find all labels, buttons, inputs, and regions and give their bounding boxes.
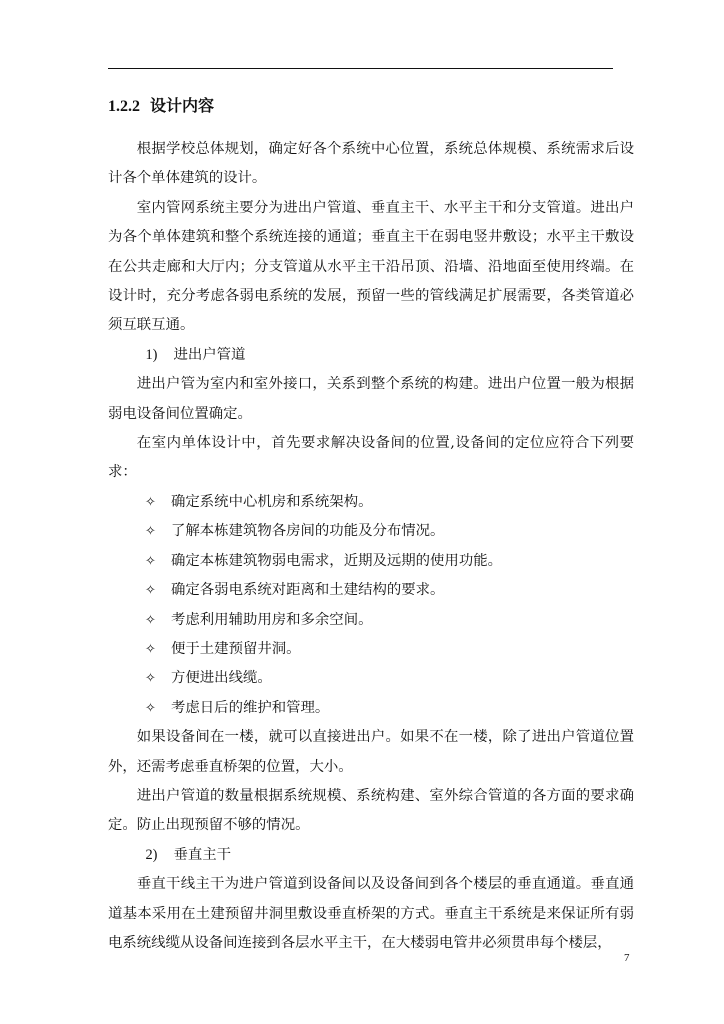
list-item-text: 了解本栋建筑物各房间的功能及分布情况。 bbox=[171, 523, 445, 540]
section-title: 设计内容 bbox=[150, 96, 215, 115]
document-body bbox=[108, 135, 634, 958]
list-item-text: 便于土建预留井洞。 bbox=[171, 640, 301, 657]
requirements-list bbox=[108, 488, 634, 723]
subsection-heading-vertical bbox=[108, 841, 634, 870]
paragraph-intro: 根据学校总体规划，确定好各个系统中心位置，系统总体规模、系统需求后设计各个单体建筑的设计。 bbox=[108, 141, 634, 187]
subsection-number: 1) bbox=[145, 346, 158, 363]
list-item bbox=[108, 606, 634, 635]
paragraph-overview: 室内管网系统主要分为进出户管道、垂直主干、水平主干和分支管道。进出户为各个单体建筑和整个系统连接的通道；垂直主干在弱电竖井敷设；水平主干敷设在公共走廊和大厅内；分支管道从水平主干沿吊顶、沿墙、沿地面至使用终端。在设计时，充分考虑各弱电系统的发展，预留一些的管线满足扩展需要，各类管道必须互联互通。 bbox=[108, 199, 634, 334]
list-item bbox=[108, 635, 634, 664]
section-number: 1.2.2 bbox=[108, 98, 140, 115]
diamond-bullet-icon: ✧ bbox=[145, 700, 156, 716]
list-item bbox=[108, 547, 634, 576]
paragraph-vertical-desc: 垂直干线主干为进户管道到设备间以及设备间到各个楼层的垂直通道。垂直通道基本采用在土建预留井洞里敷设垂直桥架的方式。垂直主干系统是来保证所有弱电系统线缆从设备间连接到各层水平主干，在大楼弱电管井必须贯串每个楼层， bbox=[108, 876, 634, 951]
paragraph-entry-requirements: 在室内单体设计中，首先要求解决设备间的位置,设备间的定位应符合下列要求： bbox=[108, 435, 634, 481]
list-item-text: 确定系统中心机房和系统架构。 bbox=[171, 493, 373, 510]
list-item bbox=[108, 694, 634, 723]
page-number: 7 bbox=[624, 952, 630, 964]
paragraph-entry-count: 进出户管道的数量根据系统规模、系统构建、室外综合管道的各方面的要求确定。防止出现预留不够的情况。 bbox=[108, 787, 634, 834]
header-rule bbox=[108, 68, 613, 69]
section-heading bbox=[108, 95, 214, 118]
paragraph-entry-floor: 如果设备间在一楼，就可以直接进出户。如果不在一楼，除了进出户管道位置外，还需考虑垂直桥架的位置，大小。 bbox=[108, 729, 634, 775]
list-item bbox=[108, 488, 634, 517]
diamond-bullet-icon: ✧ bbox=[145, 524, 156, 540]
list-item bbox=[108, 517, 634, 546]
list-item-text: 考虑利用辅助用房和多余空间。 bbox=[171, 611, 373, 628]
diamond-bullet-icon: ✧ bbox=[145, 641, 156, 657]
paragraph-entry-desc: 进出户管为室内和室外接口，关系到整个系统的构建。进出户位置一般为根据弱电设备间位置确定。 bbox=[108, 376, 634, 422]
diamond-bullet-icon: ✧ bbox=[145, 553, 156, 569]
subsection-heading-entry bbox=[108, 341, 634, 370]
subsection-number: 2) bbox=[145, 846, 158, 863]
diamond-bullet-icon: ✧ bbox=[145, 612, 156, 628]
list-item bbox=[108, 664, 634, 693]
diamond-bullet-icon: ✧ bbox=[145, 671, 156, 687]
list-item-text: 确定本栋建筑物弱电需求，近期及远期的使用功能。 bbox=[171, 552, 502, 569]
diamond-bullet-icon: ✧ bbox=[145, 494, 156, 510]
diamond-bullet-icon: ✧ bbox=[145, 583, 156, 599]
subsection-title: 垂直主干 bbox=[173, 846, 232, 863]
list-item-text: 确定各弱电系统对距离和土建结构的要求。 bbox=[171, 582, 445, 599]
list-item-text: 考虑日后的维护和管理。 bbox=[171, 699, 330, 716]
subsection-title: 进出户管道 bbox=[173, 346, 246, 363]
list-item-text: 方便进出线缆。 bbox=[171, 670, 272, 687]
list-item bbox=[108, 576, 634, 605]
